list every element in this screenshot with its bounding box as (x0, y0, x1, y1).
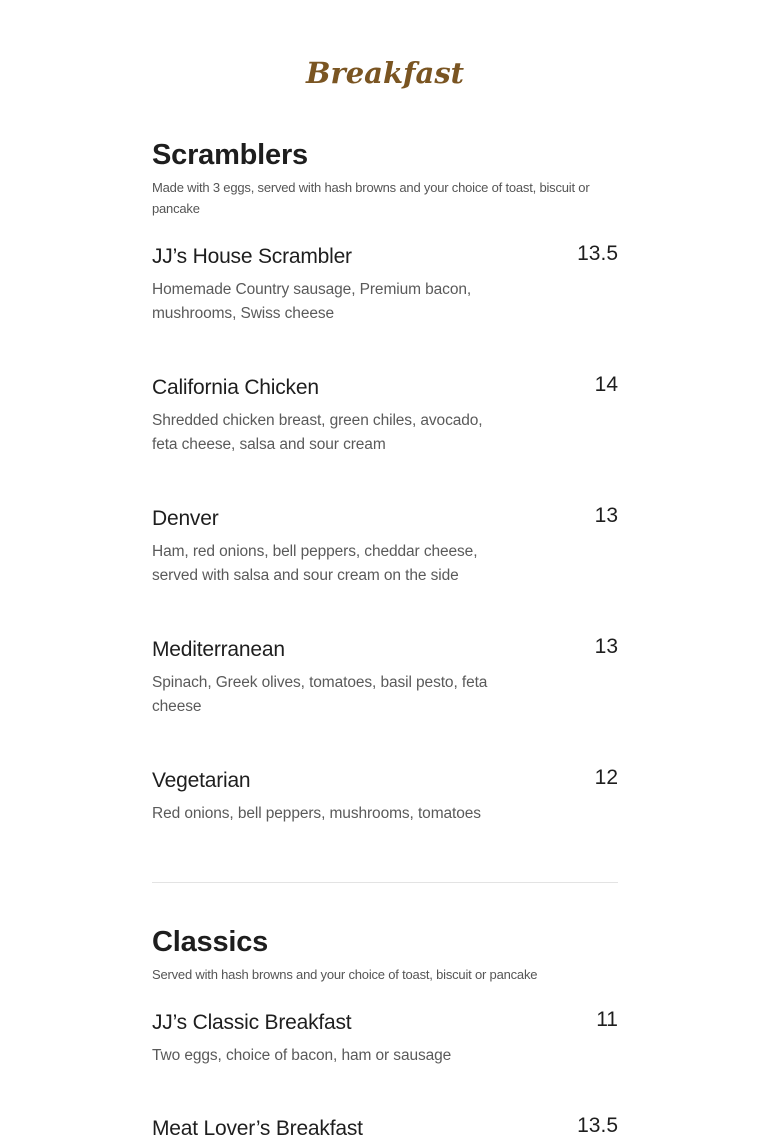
item-price: 13.5 (577, 242, 618, 265)
menu-item-meat-lovers-breakfast (152, 1116, 618, 1142)
item-price: 12 (594, 766, 618, 789)
menu-item-denver (152, 506, 618, 588)
section-title: Classics (152, 926, 269, 958)
item-name: Vegetarian (152, 769, 251, 792)
section-description: Made with 3 eggs, served with hash browns and your choice of toast, biscuit or pancake (152, 180, 590, 216)
menu-item-house-scrambler (152, 244, 618, 326)
menu-item-classic-breakfast (152, 1010, 618, 1068)
item-name: Meat Lover’s Breakfast (152, 1117, 363, 1140)
item-price: 13.5 (577, 1114, 618, 1137)
item-name: JJ’s House Scrambler (152, 245, 352, 268)
menu-item-mediterranean (152, 637, 618, 719)
section-divider (152, 882, 618, 883)
item-description: Red onions, bell peppers, mushrooms, tomatoes (152, 805, 481, 822)
menu-item (152, 244, 618, 326)
item-description: Homemade Country sausage, Premium bacon, mushrooms, Swiss cheese (152, 281, 472, 322)
item-name: Mediterranean (152, 638, 285, 661)
item-description: Spinach, Greek olives, tomatoes, basil pesto, feta cheese (152, 674, 488, 715)
item-price: 13 (594, 504, 618, 527)
item-description: Ham, red onions, bell peppers, cheddar cheese, served with salsa and sour cream on the side (152, 543, 478, 584)
menu-item (152, 375, 618, 457)
item-price: 11 (596, 1008, 618, 1031)
item-description: Shredded chicken breast, green chiles, avocado, feta cheese, salsa and sour cream (152, 412, 483, 453)
item-price: 14 (594, 373, 618, 396)
section-scramblers (152, 138, 618, 219)
menu-item (152, 1010, 618, 1068)
menu-item (152, 506, 618, 588)
menu-item (152, 637, 618, 719)
section-classics (152, 925, 618, 985)
menu-title: Breakfast (305, 56, 465, 90)
item-name: JJ’s Classic Breakfast (152, 1011, 352, 1034)
section-title: Scramblers (152, 139, 308, 171)
item-price: 13 (594, 635, 618, 658)
menu-item-california-chicken (152, 375, 618, 457)
item-name: Denver (152, 507, 219, 530)
item-description: Two eggs, choice of bacon, ham or sausage (152, 1047, 452, 1064)
menu-item (152, 768, 618, 826)
menu-item (152, 1116, 618, 1142)
menu-item-vegetarian (152, 768, 618, 826)
section-description: Served with hash browns and your choice of toast, biscuit or pancake (152, 967, 538, 982)
item-name: California Chicken (152, 376, 319, 399)
